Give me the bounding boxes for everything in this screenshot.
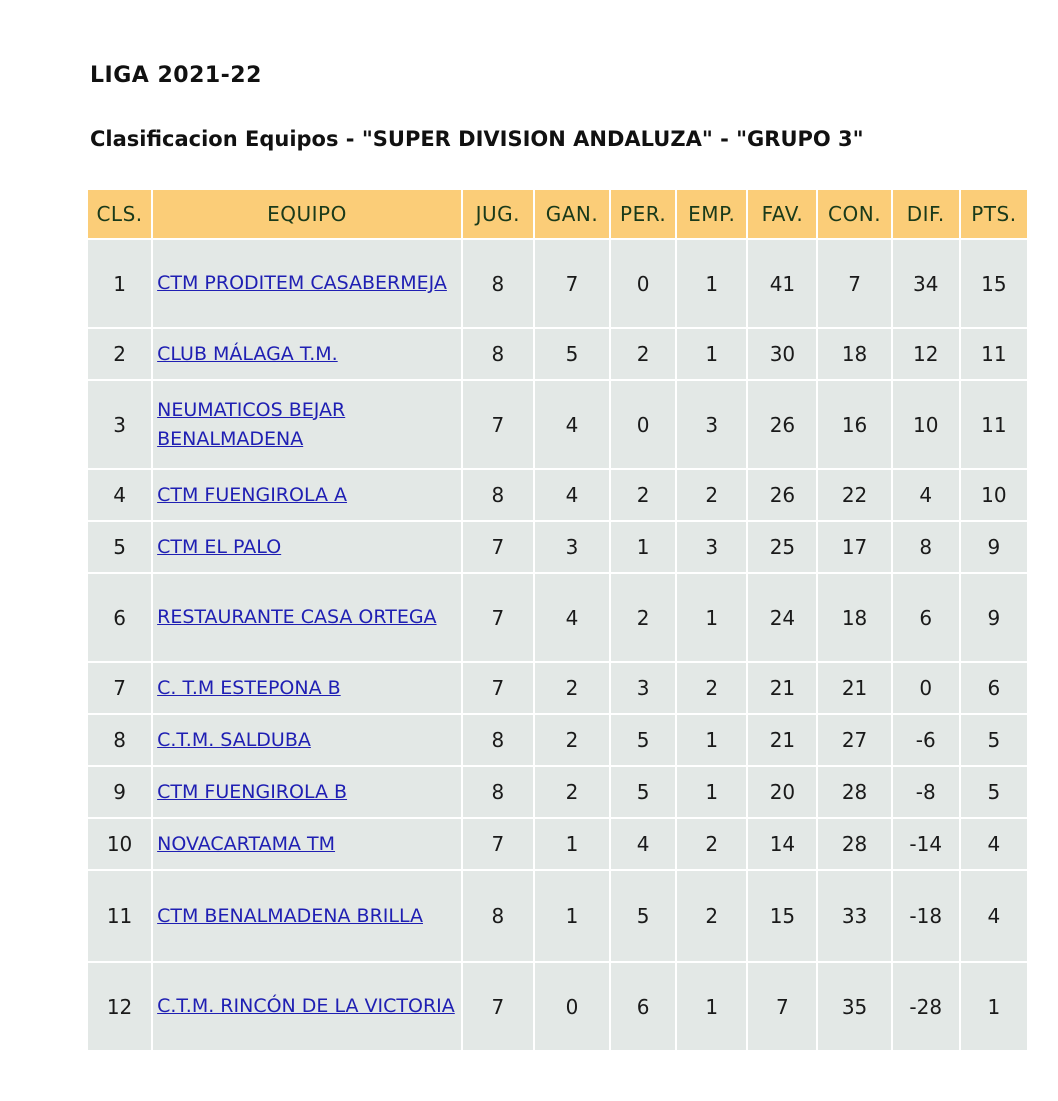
table-row [88, 663, 1027, 713]
cell-team [153, 240, 461, 327]
cell-team [153, 470, 461, 520]
cell-pts: 4 [961, 819, 1027, 869]
cell-dif: -6 [893, 715, 959, 765]
cell-emp: 1 [677, 767, 746, 817]
cell-per: 0 [611, 240, 675, 327]
cell-team [153, 663, 461, 713]
cell-fav: 14 [748, 819, 816, 869]
cell-per: 5 [611, 871, 675, 961]
cell-pts: 11 [961, 329, 1027, 379]
cell-pts: 10 [961, 470, 1027, 520]
cell-jug: 8 [463, 470, 533, 520]
cell-gan: 0 [535, 963, 609, 1050]
cell-con: 21 [818, 663, 890, 713]
cell-fav: 30 [748, 329, 816, 379]
cell-jug: 8 [463, 871, 533, 961]
table-row [88, 574, 1027, 661]
team-link[interactable]: C.T.M. SALDUBA [157, 728, 311, 751]
cell-jug: 7 [463, 963, 533, 1050]
col-header-gan: GAN. [535, 190, 609, 238]
cell-pts: 6 [961, 663, 1027, 713]
cell-team [153, 522, 461, 572]
cell-cls: 6 [88, 574, 151, 661]
cell-per: 0 [611, 381, 675, 468]
cell-cls: 2 [88, 329, 151, 379]
team-link[interactable]: CLUB MÁLAGA T.M. [157, 342, 338, 365]
table-row [88, 470, 1027, 520]
cell-pts: 1 [961, 963, 1027, 1050]
cell-emp: 2 [677, 663, 746, 713]
cell-jug: 8 [463, 329, 533, 379]
col-header-pts: PTS. [961, 190, 1027, 238]
cell-dif: 6 [893, 574, 959, 661]
cell-fav: 25 [748, 522, 816, 572]
cell-con: 27 [818, 715, 890, 765]
col-header-per: PER. [611, 190, 675, 238]
cell-fav: 7 [748, 963, 816, 1050]
col-header-emp: EMP. [677, 190, 746, 238]
cell-cls: 7 [88, 663, 151, 713]
cell-pts: 11 [961, 381, 1027, 468]
cell-per: 2 [611, 329, 675, 379]
cell-con: 16 [818, 381, 890, 468]
cell-jug: 7 [463, 574, 533, 661]
cell-pts: 15 [961, 240, 1027, 327]
cell-gan: 7 [535, 240, 609, 327]
cell-pts: 9 [961, 574, 1027, 661]
cell-emp: 1 [677, 329, 746, 379]
col-header-fav: FAV. [748, 190, 816, 238]
cell-gan: 5 [535, 329, 609, 379]
cell-team [153, 329, 461, 379]
cell-cls: 8 [88, 715, 151, 765]
team-link[interactable]: NOVACARTAMA TM [157, 832, 336, 855]
team-link[interactable]: C. T.M ESTEPONA B [157, 676, 341, 699]
cell-emp: 2 [677, 871, 746, 961]
cell-con: 22 [818, 470, 890, 520]
cell-dif: -14 [893, 819, 959, 869]
cell-jug: 8 [463, 240, 533, 327]
cell-dif: 0 [893, 663, 959, 713]
cell-gan: 4 [535, 470, 609, 520]
cell-fav: 41 [748, 240, 816, 327]
cell-jug: 7 [463, 522, 533, 572]
cell-con: 18 [818, 329, 890, 379]
cell-gan: 2 [535, 715, 609, 765]
cell-emp: 2 [677, 819, 746, 869]
cell-dif: 34 [893, 240, 959, 327]
cell-fav: 21 [748, 715, 816, 765]
cell-fav: 26 [748, 381, 816, 468]
cell-team [153, 819, 461, 869]
cell-gan: 2 [535, 767, 609, 817]
cell-per: 2 [611, 470, 675, 520]
cell-con: 35 [818, 963, 890, 1050]
cell-cls: 12 [88, 963, 151, 1050]
cell-cls: 11 [88, 871, 151, 961]
cell-con: 28 [818, 819, 890, 869]
cell-gan: 1 [535, 819, 609, 869]
table-row [88, 963, 1027, 1050]
cell-cls: 10 [88, 819, 151, 869]
table-row [88, 381, 1027, 468]
classification-subtitle: Clasificacion Equipos - "SUPER DIVISION ANDALUZA" - "GRUPO 3" [90, 127, 864, 151]
cell-team [153, 715, 461, 765]
cell-jug: 8 [463, 767, 533, 817]
team-link[interactable]: CTM FUENGIROLA B [157, 780, 348, 803]
cell-jug: 7 [463, 819, 533, 869]
cell-gan: 4 [535, 574, 609, 661]
cell-emp: 1 [677, 963, 746, 1050]
cell-emp: 3 [677, 522, 746, 572]
cell-jug: 8 [463, 715, 533, 765]
league-title: LIGA 2021-22 [90, 63, 262, 88]
cell-con: 28 [818, 767, 890, 817]
cell-dif: 8 [893, 522, 959, 572]
cell-per: 3 [611, 663, 675, 713]
cell-gan: 4 [535, 381, 609, 468]
table-row [88, 715, 1027, 765]
cell-dif: -28 [893, 963, 959, 1050]
cell-gan: 1 [535, 871, 609, 961]
cell-pts: 5 [961, 767, 1027, 817]
cell-dif: -18 [893, 871, 959, 961]
cell-pts: 4 [961, 871, 1027, 961]
cell-emp: 2 [677, 470, 746, 520]
team-link[interactable]: RESTAURANTE CASA ORTEGA [157, 606, 437, 628]
cell-team [153, 381, 461, 468]
cell-con: 7 [818, 240, 890, 327]
table-row [88, 767, 1027, 817]
cell-cls: 4 [88, 470, 151, 520]
cell-emp: 3 [677, 381, 746, 468]
cell-fav: 24 [748, 574, 816, 661]
col-header-equipo: EQUIPO [153, 190, 461, 238]
team-link[interactable]: C.T.M. RINCÓN DE LA VICTORIA [157, 995, 455, 1017]
table-row [88, 522, 1027, 572]
cell-cls: 9 [88, 767, 151, 817]
cell-cls: 3 [88, 381, 151, 468]
cell-fav: 21 [748, 663, 816, 713]
cell-per: 1 [611, 522, 675, 572]
cell-dif: 10 [893, 381, 959, 468]
cell-team [153, 767, 461, 817]
cell-con: 33 [818, 871, 890, 961]
cell-per: 2 [611, 574, 675, 661]
cell-fav: 26 [748, 470, 816, 520]
table-row [88, 329, 1027, 379]
team-link[interactable]: CTM EL PALO [157, 535, 282, 558]
table-row [88, 871, 1027, 961]
cell-pts: 9 [961, 522, 1027, 572]
cell-con: 18 [818, 574, 890, 661]
team-link[interactable]: CTM BENALMADENA BRILLA [157, 904, 423, 927]
cell-emp: 1 [677, 715, 746, 765]
cell-per: 5 [611, 715, 675, 765]
cell-team [153, 963, 461, 1050]
cell-fav: 15 [748, 871, 816, 961]
cell-jug: 7 [463, 663, 533, 713]
cell-dif: 4 [893, 470, 959, 520]
cell-per: 4 [611, 819, 675, 869]
cell-team [153, 574, 461, 661]
cell-jug: 7 [463, 381, 533, 468]
standings-table [86, 188, 1029, 1052]
col-header-con: CON. [818, 190, 890, 238]
cell-cls: 5 [88, 522, 151, 572]
cell-emp: 1 [677, 240, 746, 327]
team-link[interactable]: NEUMATICOS BEJAR BENALMADENA [157, 398, 346, 450]
header-row [88, 190, 1027, 238]
cell-gan: 3 [535, 522, 609, 572]
cell-fav: 20 [748, 767, 816, 817]
col-header-dif: DIF. [893, 190, 959, 238]
cell-per: 5 [611, 767, 675, 817]
cell-cls: 1 [88, 240, 151, 327]
cell-emp: 1 [677, 574, 746, 661]
cell-per: 6 [611, 963, 675, 1050]
cell-dif: 12 [893, 329, 959, 379]
team-link[interactable]: CTM PRODITEM CASABERMEJA [157, 272, 447, 294]
cell-dif: -8 [893, 767, 959, 817]
col-header-jug: JUG. [463, 190, 533, 238]
team-link[interactable]: CTM FUENGIROLA A [157, 483, 348, 506]
cell-gan: 2 [535, 663, 609, 713]
col-header-cls: CLS. [88, 190, 151, 238]
cell-team [153, 871, 461, 961]
table-row [88, 240, 1027, 327]
cell-pts: 5 [961, 715, 1027, 765]
cell-con: 17 [818, 522, 890, 572]
table-row [88, 819, 1027, 869]
